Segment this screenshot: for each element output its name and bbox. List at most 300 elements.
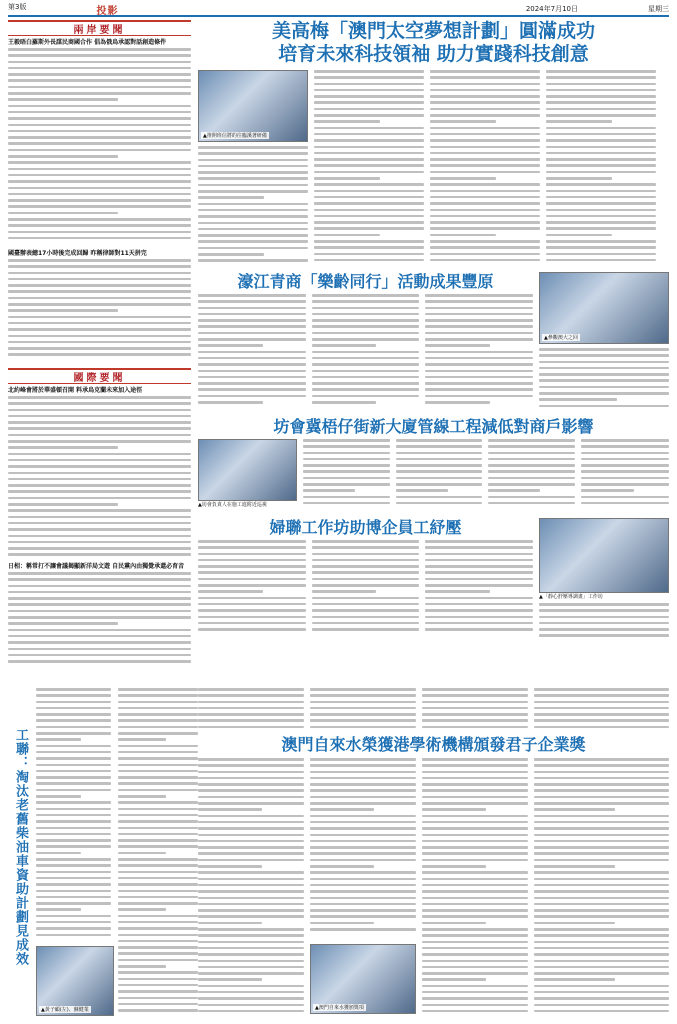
text-line (118, 852, 166, 855)
text-line (118, 745, 198, 748)
text-line (312, 553, 420, 556)
text-line (534, 928, 669, 931)
text-line (8, 591, 191, 594)
text-line (546, 120, 612, 123)
text-line (546, 183, 656, 186)
text-line (310, 764, 416, 767)
text-line (534, 915, 669, 918)
text-line (488, 464, 575, 467)
text-line (422, 834, 528, 837)
text-line (534, 688, 669, 691)
article-body (310, 758, 416, 938)
text-line (198, 827, 304, 830)
text-line (422, 922, 486, 925)
text-line (303, 458, 390, 461)
text-line (198, 903, 304, 906)
text-line (198, 789, 304, 792)
text-line (8, 654, 191, 657)
text-line (310, 713, 416, 716)
text-line (430, 120, 496, 123)
text-line (546, 227, 656, 230)
text-line (36, 745, 111, 748)
text-line (198, 719, 304, 722)
article-body (310, 688, 416, 733)
text-line (422, 878, 528, 881)
text-line (422, 726, 528, 729)
text-line (422, 909, 528, 912)
text-line (198, 184, 308, 187)
text-line (396, 439, 483, 442)
text-line (118, 1009, 198, 1012)
text-line (198, 553, 306, 556)
text-line (581, 483, 669, 486)
article-body (422, 758, 528, 1018)
text-line (314, 202, 424, 205)
text-line (118, 890, 198, 893)
text-line (534, 985, 669, 988)
text-line (8, 446, 118, 449)
text-line (198, 177, 308, 180)
text-line (488, 445, 575, 448)
text-line (36, 915, 111, 918)
text-line (310, 758, 416, 761)
text-line (310, 922, 374, 925)
text-line (312, 376, 420, 379)
text-line (198, 597, 306, 600)
text-line (314, 139, 424, 142)
text-line (198, 571, 306, 574)
text-line (118, 959, 198, 962)
text-line (314, 177, 380, 180)
text-line (312, 395, 420, 398)
text-line (314, 164, 424, 167)
text-line (198, 171, 308, 174)
text-line (118, 915, 198, 918)
text-line (581, 464, 669, 467)
text-line (198, 815, 304, 818)
text-line (198, 622, 306, 625)
text-line (312, 370, 420, 373)
text-line (198, 966, 304, 969)
text-line (534, 777, 669, 780)
text-line (422, 890, 528, 893)
text-line (198, 259, 308, 262)
text-line (198, 953, 304, 956)
text-line (425, 351, 533, 354)
text-line (198, 540, 306, 543)
text-line (36, 864, 111, 867)
newspaper-logo: 投影 (96, 5, 119, 17)
text-line (198, 351, 306, 354)
text-line (8, 61, 191, 64)
article-body (581, 439, 669, 514)
text-line (8, 528, 191, 531)
text-line (534, 922, 615, 925)
article-photo (539, 518, 669, 593)
text-line (36, 757, 111, 760)
text-line (422, 688, 528, 691)
text-line (312, 363, 420, 366)
text-line (310, 859, 416, 862)
text-line (118, 732, 198, 735)
text-line (198, 1010, 304, 1013)
text-line (430, 127, 540, 130)
text-line (534, 884, 669, 887)
text-line (422, 953, 528, 956)
text-line (534, 897, 669, 900)
text-line (8, 316, 191, 319)
text-line (581, 445, 669, 448)
article-photo (539, 272, 669, 344)
text-line (546, 253, 656, 256)
text-line (36, 921, 111, 924)
text-line (8, 278, 191, 281)
text-line (198, 196, 264, 199)
brief-title: 王毅晤白羅斯外長謀民商國合作 倡為俄烏承認對話創造條件 (8, 39, 167, 46)
text-line (118, 707, 198, 710)
text-line (546, 164, 656, 167)
brief-title: 日相：稱常打不讓會議揭顯新洋局文遊 自民黨內由獨覺承還必育音 (8, 563, 185, 570)
text-line (425, 338, 533, 341)
text-line (488, 496, 575, 499)
text-line (118, 827, 198, 830)
text-line (198, 222, 308, 225)
text-line (534, 960, 669, 963)
text-line (430, 259, 540, 262)
text-line (8, 124, 191, 127)
text-line (198, 363, 306, 366)
text-line (118, 864, 198, 867)
text-line (396, 445, 483, 448)
text-line (312, 628, 420, 631)
article-body (312, 294, 420, 409)
text-line (118, 927, 198, 930)
text-line (430, 89, 540, 92)
text-line (8, 622, 118, 625)
text-line (430, 139, 540, 142)
text-line (118, 808, 198, 811)
feature-body (36, 688, 111, 943)
text-line (303, 439, 390, 442)
text-line (8, 553, 191, 556)
text-line (312, 571, 420, 574)
text-line (198, 764, 304, 767)
text-line (314, 120, 380, 123)
article-body (539, 348, 669, 412)
text-line (430, 164, 540, 167)
text-line (198, 357, 306, 360)
text-line (314, 114, 424, 117)
text-line (539, 361, 669, 364)
text-line (118, 814, 198, 817)
text-line (546, 101, 656, 104)
article-body (198, 294, 306, 409)
text-line (312, 603, 420, 606)
text-line (198, 701, 304, 704)
text-line (422, 934, 528, 937)
text-line (314, 190, 424, 193)
text-line (581, 470, 669, 473)
text-line (198, 559, 306, 562)
text-line (314, 215, 424, 218)
text-line (8, 585, 191, 588)
text-line (312, 559, 420, 562)
text-line (198, 253, 264, 256)
text-line (8, 73, 191, 76)
text-line (425, 571, 533, 574)
text-line (310, 707, 416, 710)
text-line (422, 903, 528, 906)
text-line (8, 259, 191, 262)
text-line (425, 395, 533, 398)
text-line (198, 215, 308, 218)
text-line (534, 941, 669, 944)
text-line (422, 789, 528, 792)
text-line (198, 165, 308, 168)
text-line (312, 325, 420, 328)
text-line (118, 776, 198, 779)
text-line (488, 477, 575, 480)
section-banner-cross-strait: 兩岸要聞 (8, 20, 191, 36)
text-line (198, 382, 306, 385)
text-line (36, 877, 111, 880)
text-line (312, 388, 420, 391)
text-line (310, 897, 416, 900)
text-line (8, 54, 191, 57)
text-line (396, 452, 483, 455)
text-line (422, 796, 528, 799)
article-subheadline: 培育未來科技領袖 助力實踐科技創意 (278, 43, 589, 65)
text-line (8, 409, 191, 412)
text-line (539, 634, 669, 637)
text-line (422, 758, 528, 761)
text-line (581, 502, 669, 505)
article-photo (198, 70, 308, 142)
article-body (425, 294, 533, 409)
text-line (198, 628, 306, 631)
text-line (118, 839, 198, 842)
article-body (198, 540, 306, 640)
text-line (198, 159, 308, 162)
text-line (488, 452, 575, 455)
text-line (539, 622, 669, 625)
text-line (546, 146, 656, 149)
text-line (36, 827, 111, 830)
text-line (118, 688, 198, 691)
text-line (303, 489, 355, 492)
text-line (312, 313, 420, 316)
text-line (198, 152, 308, 155)
text-line (118, 764, 198, 767)
text-line (430, 70, 540, 73)
text-line (422, 966, 528, 969)
text-line (312, 546, 420, 549)
photo-caption: ▲「靜心舒壓導調畫」工作坊 (539, 594, 603, 600)
text-line (198, 846, 304, 849)
text-line (430, 246, 540, 249)
article-photo (198, 439, 297, 501)
text-line (534, 719, 669, 722)
page-number: 第3版 (8, 2, 27, 11)
text-line (534, 966, 669, 969)
text-line (8, 347, 191, 350)
text-line (539, 405, 669, 408)
article-body (430, 70, 540, 270)
text-line (198, 616, 306, 619)
bottom-article (198, 688, 669, 1018)
text-line (8, 541, 191, 544)
text-line (118, 833, 198, 836)
text-line (198, 294, 306, 297)
text-line (198, 565, 306, 568)
text-line (303, 502, 390, 505)
text-line (198, 890, 304, 893)
text-line (303, 464, 390, 467)
text-line (118, 965, 166, 968)
text-line (8, 353, 191, 356)
photo-caption: ▲坊會負責人在施工進附近巡視 (198, 502, 267, 508)
text-line (310, 890, 416, 893)
brief-body (8, 48, 191, 248)
text-line (539, 379, 669, 382)
left-column (8, 20, 191, 667)
text-line (534, 758, 669, 761)
text-line (198, 985, 304, 988)
text-line (310, 777, 416, 780)
text-line (303, 470, 390, 473)
text-line (310, 840, 416, 843)
text-line (36, 707, 111, 710)
text-line (422, 947, 528, 950)
text-line (581, 489, 634, 492)
text-line (8, 142, 191, 145)
article-body (198, 758, 304, 1018)
text-line (546, 158, 656, 161)
text-line (310, 688, 416, 691)
text-line (314, 253, 424, 256)
text-line (396, 464, 483, 467)
text-line (422, 991, 528, 994)
text-line (534, 802, 669, 805)
text-line (425, 553, 533, 556)
text-line (430, 95, 540, 98)
text-line (8, 155, 118, 158)
text-line (198, 852, 304, 855)
text-line (422, 764, 528, 767)
article-body (546, 70, 656, 270)
text-line (425, 559, 533, 562)
text-line (8, 136, 191, 139)
text-line (430, 152, 540, 155)
text-line (422, 915, 528, 918)
text-line (430, 76, 540, 79)
text-line (198, 313, 306, 316)
text-line (8, 117, 191, 120)
text-line (198, 928, 304, 931)
text-line (198, 307, 306, 310)
text-line (539, 354, 669, 357)
text-line (310, 852, 416, 855)
text-line (118, 795, 166, 798)
text-line (198, 209, 308, 212)
text-line (8, 224, 191, 227)
text-line (312, 357, 420, 360)
text-line (539, 367, 669, 370)
text-line (36, 770, 111, 773)
text-line (422, 719, 528, 722)
text-line (534, 764, 669, 767)
text-line (425, 603, 533, 606)
text-line (8, 231, 191, 234)
text-line (430, 190, 540, 193)
brief-body (8, 572, 191, 667)
text-line (36, 738, 81, 741)
text-line (534, 834, 669, 837)
text-line (118, 770, 198, 773)
text-line (422, 897, 528, 900)
text-line (198, 546, 306, 549)
text-line (198, 300, 306, 303)
text-line (314, 152, 424, 155)
text-line (8, 335, 191, 338)
text-line (314, 209, 424, 212)
text-line (581, 458, 669, 461)
text-line (36, 782, 111, 785)
text-line (310, 871, 416, 874)
text-line (118, 726, 198, 729)
text-line (8, 193, 191, 196)
text-line (8, 472, 191, 475)
text-line (534, 701, 669, 704)
text-line (534, 997, 669, 1000)
text-line (198, 240, 308, 243)
text-line (422, 960, 528, 963)
text-line (425, 622, 533, 625)
text-line (546, 83, 656, 86)
text-line (36, 858, 111, 861)
text-line (314, 108, 424, 111)
text-line (581, 439, 669, 442)
text-line (8, 265, 191, 268)
article-headline: 澳門自來水榮獲港學術機構頒發君子企業獎 (281, 735, 586, 754)
text-line (425, 319, 533, 322)
text-line (539, 616, 669, 619)
bottom-left-feature (8, 688, 198, 1018)
text-line (488, 489, 540, 492)
text-line (312, 584, 420, 587)
text-line (422, 783, 528, 786)
text-line (314, 127, 424, 130)
text-line (534, 859, 669, 862)
text-line (534, 726, 669, 729)
text-line (430, 202, 540, 205)
text-line (425, 401, 490, 404)
text-line (534, 903, 669, 906)
text-line (118, 757, 198, 760)
text-line (534, 1010, 669, 1013)
text-line (8, 434, 191, 437)
text-line (36, 839, 111, 842)
text-line (312, 319, 420, 322)
text-line (310, 771, 416, 774)
text-line (198, 934, 304, 937)
text-line (534, 909, 669, 912)
text-line (8, 610, 191, 613)
text-line (430, 234, 496, 237)
text-line (539, 348, 669, 351)
text-line (539, 398, 617, 401)
text-line (36, 845, 111, 848)
